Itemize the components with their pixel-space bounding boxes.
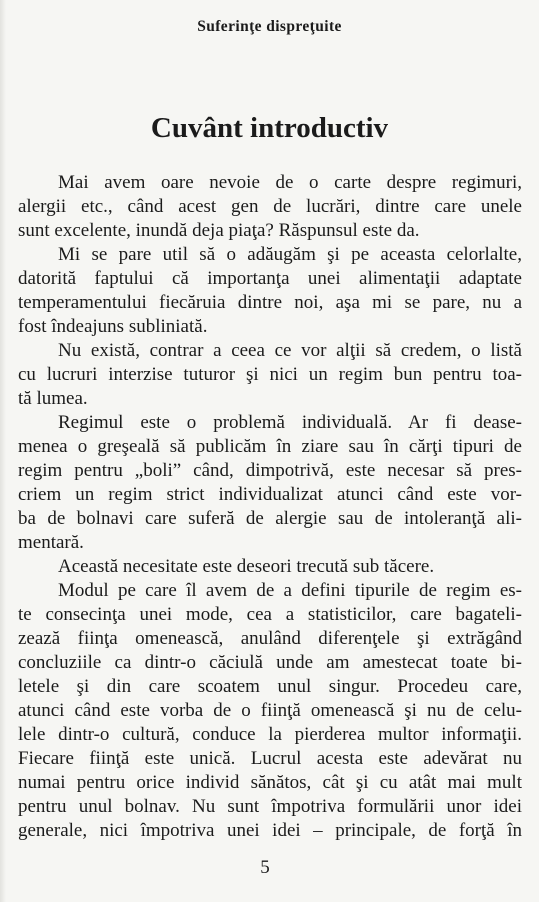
- text-line: generale, nici împotriva unei idei – principale, de forţă în: [18, 820, 522, 841]
- paragraph-6: [18, 579, 522, 843]
- text-line: atunci când este vorba de o fiinţă omenească şi nu de celu-: [18, 700, 522, 721]
- text-line: numai pentru orice individ sănătos, cât şi cu atât mai mult: [18, 772, 522, 793]
- paragraph-4: [18, 411, 522, 555]
- body-text: [18, 171, 522, 843]
- text-line: Nu există, contrar a ceea ce vor alţii să credem, o listă: [58, 340, 522, 361]
- text-line: sunt excelente, inundă deja piaţa? Răspunsul este da.: [18, 220, 420, 241]
- paragraph-3: [18, 339, 522, 411]
- text-line: te consecinţa unei mode, cea a statisticilor, care bagateli-: [18, 604, 522, 625]
- text-line: Mai avem oare nevoie de o carte despre regimuri,: [58, 172, 522, 193]
- paragraph-5: [18, 555, 522, 579]
- text-line: datorită faptului că importanţa unei alimentaţii adaptate: [18, 268, 522, 289]
- text-line: zează fiinţa omenească, anulând diferenţele şi extrăgând: [18, 628, 522, 649]
- text-line: temperamentului fiecăruia dintre noi, aşa mi se pare, nu a: [18, 292, 522, 313]
- paragraph-2: [18, 243, 522, 339]
- text-line: criem un regim strict individualizat atunci când este vor-: [18, 484, 522, 505]
- text-line: Mi se pare util să o adăugăm şi pe aceasta celorlalte,: [58, 244, 522, 265]
- page-number: 5: [260, 857, 270, 878]
- text-line: Fiecare fiinţă este unică. Lucrul acesta este adevărat nu: [18, 748, 522, 769]
- text-line: pentru unul bolnav. Nu sunt împotriva formulării unor idei: [18, 796, 522, 817]
- text-line: Modul pe care îl avem de a defini tipurile de regim es-: [58, 580, 522, 601]
- text-line: Această necesitate este deseori trecută sub tăcere.: [58, 556, 435, 577]
- text-line: ba de bolnavi care suferă de alergie sau de intoleranţă ali-: [18, 508, 522, 529]
- text-line: alergii etc., când acest gen de lucrări, dintre care unele: [18, 196, 522, 217]
- chapter-title: Cuvânt introductiv: [150, 112, 389, 144]
- text-line: regim pentru „boli” când, dimpotrivă, este necesar să pres-: [18, 460, 522, 481]
- text-line: menea o greşeală să publicăm în ziare sau în cărţi tipuri de: [18, 436, 522, 457]
- text-line: letele şi din care scoatem unul singur. Procedeu care,: [18, 676, 522, 697]
- text-line: lele dintr-o cultură, conduce la pierderea multor informaţii.: [18, 724, 522, 745]
- text-line: Regimul este o problemă individuală. Ar fi dease-: [58, 412, 522, 433]
- text-line: concluziile ca dintr-o căciulă unde am amestecat toate bi-: [18, 652, 522, 673]
- text-line: tă lumea.: [18, 388, 88, 409]
- paragraph-1: [18, 171, 522, 243]
- text-line: fost îndeajuns subliniată.: [18, 316, 208, 337]
- running-head: Suferinţe dispreţuite: [197, 18, 342, 35]
- text-line: mentară.: [18, 532, 84, 553]
- text-line: cu lucruri interzise tuturor şi nici un regim bun pentru toa-: [18, 364, 522, 385]
